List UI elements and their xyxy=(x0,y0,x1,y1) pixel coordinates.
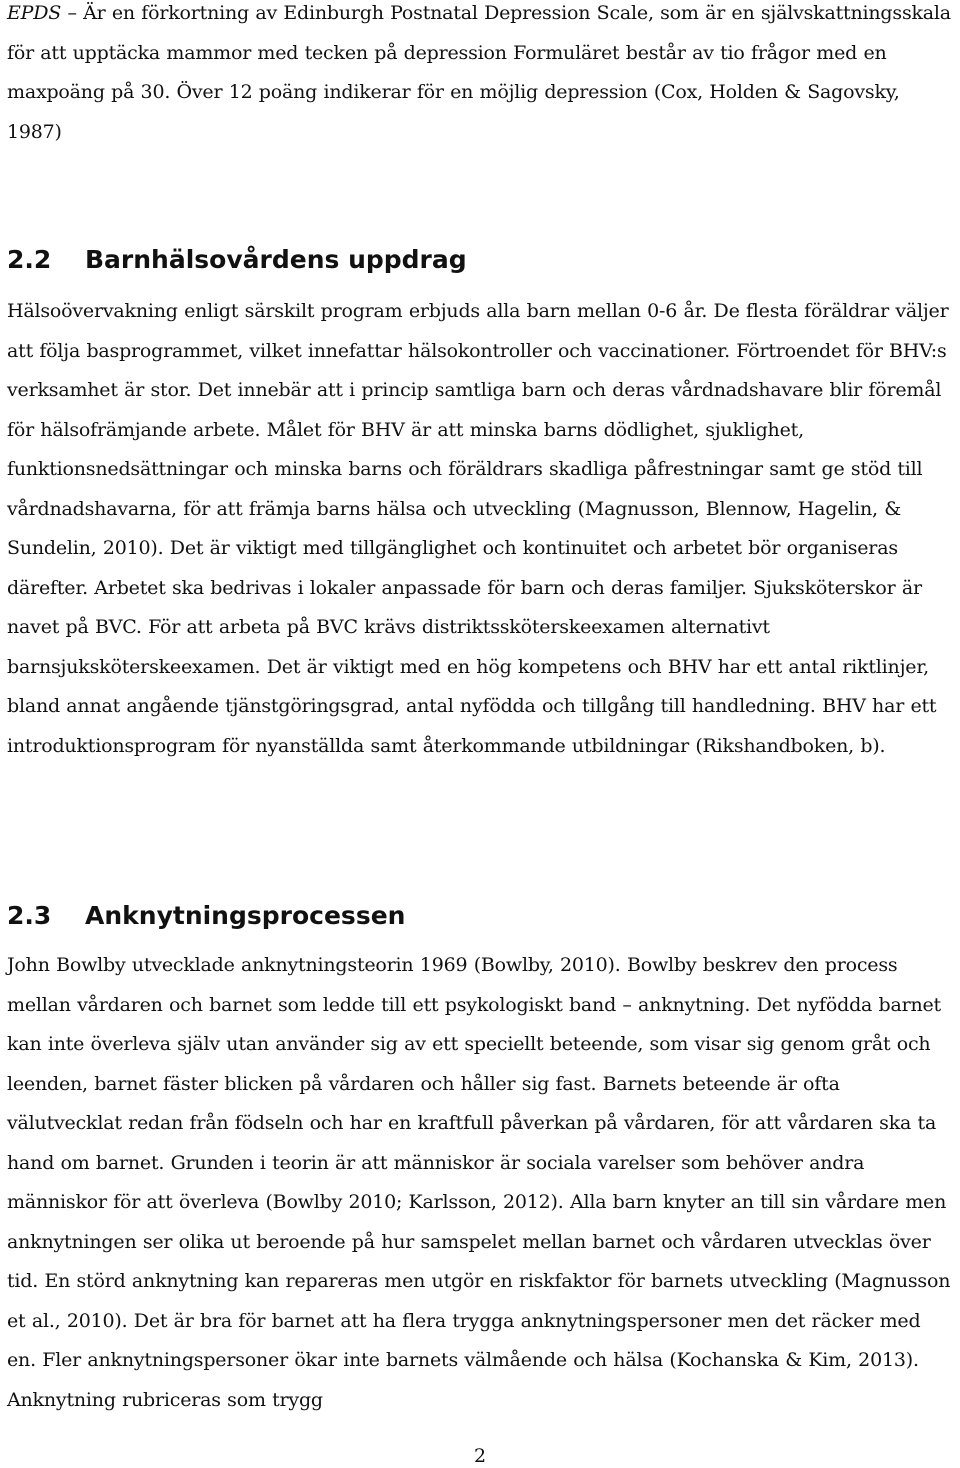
section-heading-2-2 xyxy=(7,245,953,275)
section-heading-2-3 xyxy=(7,901,953,931)
intro-paragraph-block xyxy=(7,0,953,152)
section-2-3-body-block xyxy=(7,946,953,1420)
section-number: 2.3 xyxy=(7,901,52,930)
page-number: 2 xyxy=(473,1445,487,1467)
section-2-2-heading-block xyxy=(7,245,953,275)
section-title: Anknytningsprocessen xyxy=(85,901,406,930)
intro-paragraph xyxy=(7,0,953,152)
section-2-2-body-block xyxy=(7,292,953,766)
intro-term: EPDS xyxy=(7,2,62,24)
section-2-3-heading-block xyxy=(7,901,953,931)
section-2-3-paragraph: John Bowlby utvecklade anknytningsteorin 1969 (Bowlby, 2010). Bowlby beskrev den process mellan vårdaren och barnet som ledde till ett psykologiskt band – anknytning. Det nyfödda barnet kan inte överleva själv utan använder sig av ett speciellt beteende, som visar sig genom gråt och leenden, barnet fäster blicken på vårdaren och håller sig fast. Barnets beteende är ofta välutvecklat redan från födseln och har en kraftfull påverkan på vårdaren, för att vårdaren ska ta hand om barnet. Grunden i teorin är att människor är sociala varelser som behöver andra människor för att överleva (Bowlby 2010; Karlsson, 2012). Alla barn knyter an till sin vårdare men anknytningen ser olika ut beroende på hur samspelet mellan barnet och vårdaren utvecklas över tid. En störd anknytning kan repareras men utgör en riskfaktor för barnets utveckling (Magnusson et al., 2010). Det är bra för barnet att ha flera trygga anknytningspersoner men det räcker med en. Fler anknytningspersoner ökar inte barnets välmående och hälsa (Kochanska & Kim, 2013). Anknytning rubriceras som trygg xyxy=(7,954,951,1411)
section-2-2-paragraph: Hälsoövervakning enligt särskilt program erbjuds alla barn mellan 0-6 år. De flesta föräldrar väljer att följa basprogrammet, vilket innefattar hälsokontroller och vaccinationer. Förtroendet för BHV:s verksamhet är stor. Det innebär att i princip samtliga barn och deras vårdnadshavare blir föremål för hälsofrämjande arbete. Målet för BHV är att minska barns dödlighet, sjuklighet, funktionsnedsättningar och minska barns och föräldrars skadliga påfrestningar samt ge stöd till vårdnadshavarna, för att främja barns hälsa och utveckling (Magnusson, Blennow, Hagelin, & Sundelin, 2010). Det är viktigt med tillgänglighet och kontinuitet och arbetet bör organiseras därefter. Arbetet ska bedrivas i lokaler anpassade för barn och deras familjer. Sjuksköterskor är navet på BVC. För att arbeta på BVC krävs distriktssköterskeexamen alternativt barnsjuksköterskeexamen. Det är viktigt med en hög kompetens och BHV har ett antal riktlinjer, bland annat angående tjänstgöringsgrad, antal nyfödda och tillgång till handledning. BHV har ett introduktionsprogram för nyanställda samt återkommande utbildningar (Rikshandboken, b). xyxy=(7,300,949,757)
section-number: 2.2 xyxy=(7,245,52,274)
section-title: Barnhälsovårdens uppdrag xyxy=(85,245,467,274)
intro-text: – Är en förkortning av Edinburgh Postnatal Depression Scale, som är en självskattningsskala för att upptäcka mammor med tecken på depression Formuläret består av tio frågor med en maxpoäng på 30. Över 12 poäng indikerar för en möjlig depression (Cox, Holden & Sagovsky, 1987) xyxy=(7,2,951,143)
